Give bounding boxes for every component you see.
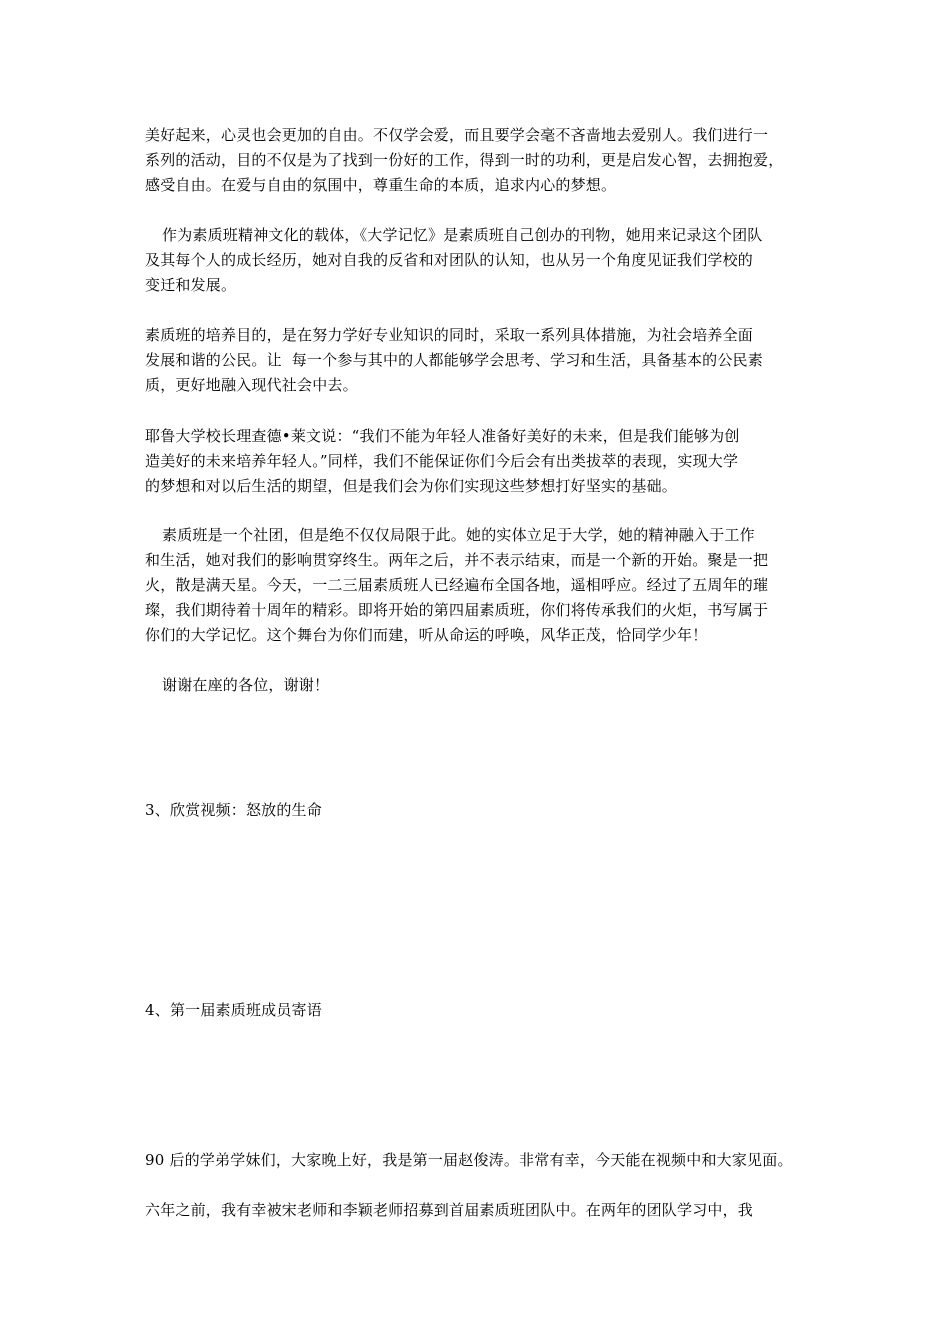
text-line: 发展和谐的公民。让 每一个参与其中的人都能够学会思考、学习和生活，具备基本的公民素 [145,351,763,369]
heading-text: 4、第一届素质班成员寄语 [145,1001,322,1019]
section-heading-messages [145,998,817,1023]
text-line: 系列的活动，目的不仅是为了找到一份好的工作，得到一时的功利，更是启发心智，去拥抱爱， [145,151,784,169]
text-line: 质，更好地融入现代社会中去。 [145,376,358,394]
paragraph-love-freedom [145,123,817,198]
paragraph-greeting [145,1148,817,1173]
text-line: 美好起来，心灵也会更加的自由。不仅学会爱，而且要学会毫不吝啬地去爱别人。我们进行一 [145,126,769,144]
text-line: 变迁和发展。 [145,276,237,294]
text-line: 耶鲁大学校长理查德•莱文说：“我们不能为年轻人准备好美好的未来，但是我们能够为创 [145,427,740,445]
text-line: 感受自由。在爱与自由的氛围中，尊重生命的本质，追求内心的梦想。 [145,176,617,194]
paragraph-club-future [145,523,817,648]
paragraph-yale-quote [145,424,817,499]
text-line: 六年之前，我有幸被宋老师和李颖老师招募到首届素质班团队中。在两年的团队学习中，我 [145,1201,754,1219]
text-line: 及其每个人的成长经历，她对自我的反省和对团队的认知，也从另一个角度见证我们学校的 [145,251,754,269]
heading-text: 3、欣赏视频：怒放的生命 [145,801,322,819]
text-line: 作为素质班精神文化的载体，《大学记忆》是素质班自己创办的刊物，她用来记录这个团队 [162,226,763,244]
text-line: 90 后的学弟学妹们，大家晚上好，我是第一届赵俊涛。非常有幸，今天能在视频中和大家见面。 [145,1151,793,1169]
section-heading-video [145,798,817,823]
text-line: 火，散是满天星。今天，一二三届素质班人已经遍布全国各地，遥相呼应。经过了五周年的璀 [145,576,769,594]
paragraph-university-memory [145,223,817,298]
text-line: 谢谢在座的各位，谢谢！ [162,676,330,694]
text-line: 璨，我们期待着十周年的精彩。即将开始的第四届素质班，你们将传承我们的火炬，书写属于 [145,601,769,619]
text-line: 和生活，她对我们的影响贯穿终生。两年之后，并不表示结束，而是一个新的开始。聚是一把 [145,551,769,569]
paragraph-thanks [145,673,817,698]
text-line: 素质班是一个社团，但是绝不仅仅局限于此。她的实体立足于大学，她的精神融入于工作 [162,526,755,544]
paragraph-training-goal [145,323,817,398]
text-line: 造美好的未来培养年轻人。”同样，我们不能保证你们今后会有出类拔萃的表现，实现大学 [145,452,739,470]
paragraph-recruitment [145,1198,817,1223]
text-line: 的梦想和对以后生活的期望，但是我们会为你们实现这些梦想打好坚实的基础。 [145,477,678,495]
text-line: 你们的大学记忆。这个舞台为你们而建，听从命运的呼唤，风华正茂，恰同学少年！ [145,626,708,644]
text-line: 素质班的培养目的，是在努力学好专业知识的同时，采取一系列具体措施，为社会培养全面 [145,326,754,344]
